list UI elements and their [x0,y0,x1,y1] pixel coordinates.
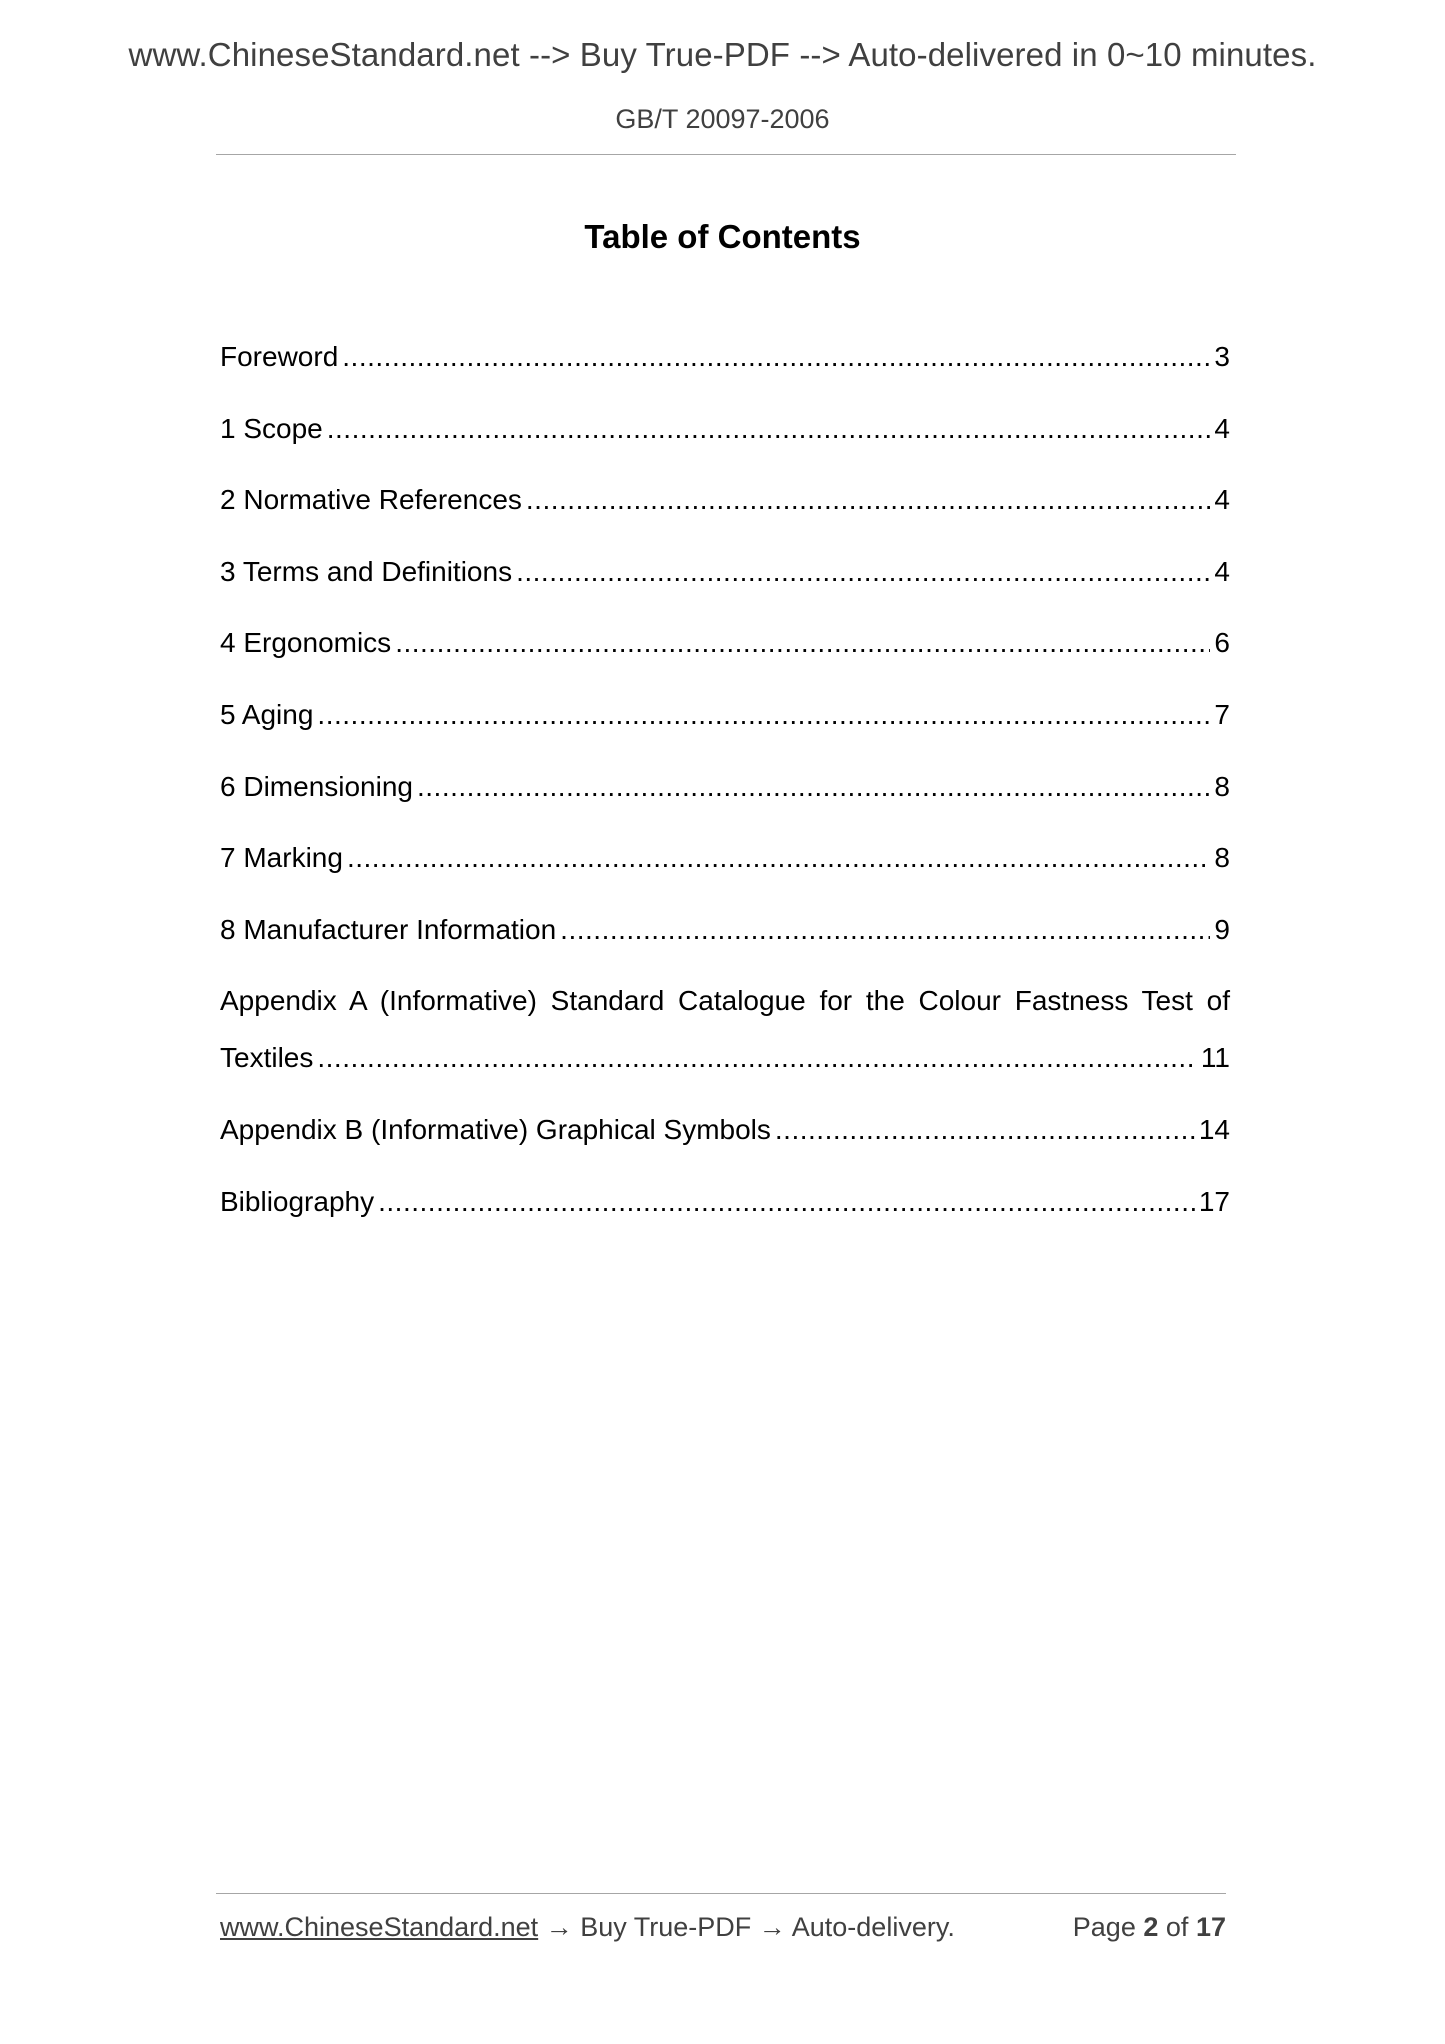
top-banner: www.ChineseStandard.net --> Buy True-PDF --> Auto-delivered in 0~10 minutes. [128,36,1317,73]
toc-entry-appendix-a-line2 [220,1038,1230,1110]
standard-code: GB/T 20097-2006 [615,104,830,134]
toc-leader-dots [417,767,1210,807]
toc-leader-dots [327,409,1211,449]
page-footer [220,1912,1226,1943]
page-total: 17 [1195,1912,1226,1942]
toc-title: Table of Contents [584,218,861,255]
toc-entry-label: 6 Dimensioning [220,770,413,802]
toc-entry-label: 1 Scope [220,412,323,444]
toc-leader-dots [342,337,1210,377]
toc-entry-page: 4 [1214,412,1230,444]
footer-site-link[interactable]: www.ChineseStandard.net [220,1912,539,1942]
toc-leader-dots [347,838,1210,878]
toc-entry-label-line1: Appendix A (Informative) Standard Catalogue for the Colour Fastness Test of [220,985,1230,1017]
toc-entry-page: 7 [1214,698,1230,730]
toc-entry-page: 9 [1214,913,1230,945]
toc-entry-page: 8 [1214,842,1230,874]
toc-leader-dots [395,623,1210,663]
toc-entry-page: 4 [1214,484,1230,516]
toc-entry-foreword[interactable] [220,337,1230,409]
toc-entry-label: 4 Ergonomics [220,627,392,659]
header-divider [216,154,1236,155]
toc-entry-label: Foreword [220,341,339,372]
toc-entry-marking[interactable] [220,838,1230,910]
toc-entry-label: 2 Normative References [220,484,522,516]
toc-entry-page: 17 [1198,1185,1230,1217]
toc-leader-dots [317,695,1210,735]
toc-entry-page: 8 [1214,770,1230,802]
toc-entry-label: 7 Marking [220,842,343,874]
page-number [1073,1912,1226,1943]
toc-entry-page: 4 [1214,555,1230,587]
toc-entry-terms-definitions[interactable] [220,552,1230,624]
toc-entry-page: 6 [1214,627,1230,659]
toc-entry-appendix-b[interactable] [220,1110,1230,1182]
toc-leader-dots [526,480,1211,520]
toc-entry-label: 3 Terms and Definitions [220,555,513,587]
toc-entry-label: 8 Manufacturer Information [220,913,557,945]
toc-entry-page: 11 [1200,1042,1230,1074]
toc-entry-appendix-a[interactable] [220,981,1230,1110]
toc-entry-label: 5 Aging [220,698,314,730]
toc-entry-aging[interactable] [220,695,1230,767]
toc-leader-dots [317,1038,1197,1078]
toc-leader-dots [775,1110,1195,1150]
toc-leader-dots [560,910,1210,950]
toc-entry-label: Bibliography [220,1185,375,1217]
toc-entry-label-line2: Textiles [220,1042,314,1074]
footer-divider [216,1893,1226,1894]
toc-entry-normative-references[interactable] [220,480,1230,552]
footer-left [220,1912,955,1943]
toc-entry-page: 3 [1214,341,1230,372]
toc-leader-dots [378,1182,1195,1222]
page-word: Page [1072,1912,1136,1942]
page-current: 2 [1143,1912,1159,1942]
toc-entry-label: Appendix B (Informative) Graphical Symbols [220,1113,771,1145]
toc-entry-bibliography[interactable] [220,1182,1230,1254]
footer-tagline: → Buy True-PDF → Auto-delivery. [545,1912,955,1942]
toc-entry-page: 14 [1198,1113,1230,1145]
page-of: of [1165,1912,1189,1942]
table-of-contents [220,337,1230,1253]
toc-entry-scope[interactable] [220,409,1230,481]
toc-entry-manufacturer-information[interactable] [220,910,1230,982]
toc-leader-dots [516,552,1210,592]
toc-entry-dimensioning[interactable] [220,767,1230,839]
toc-entry-ergonomics[interactable] [220,623,1230,695]
